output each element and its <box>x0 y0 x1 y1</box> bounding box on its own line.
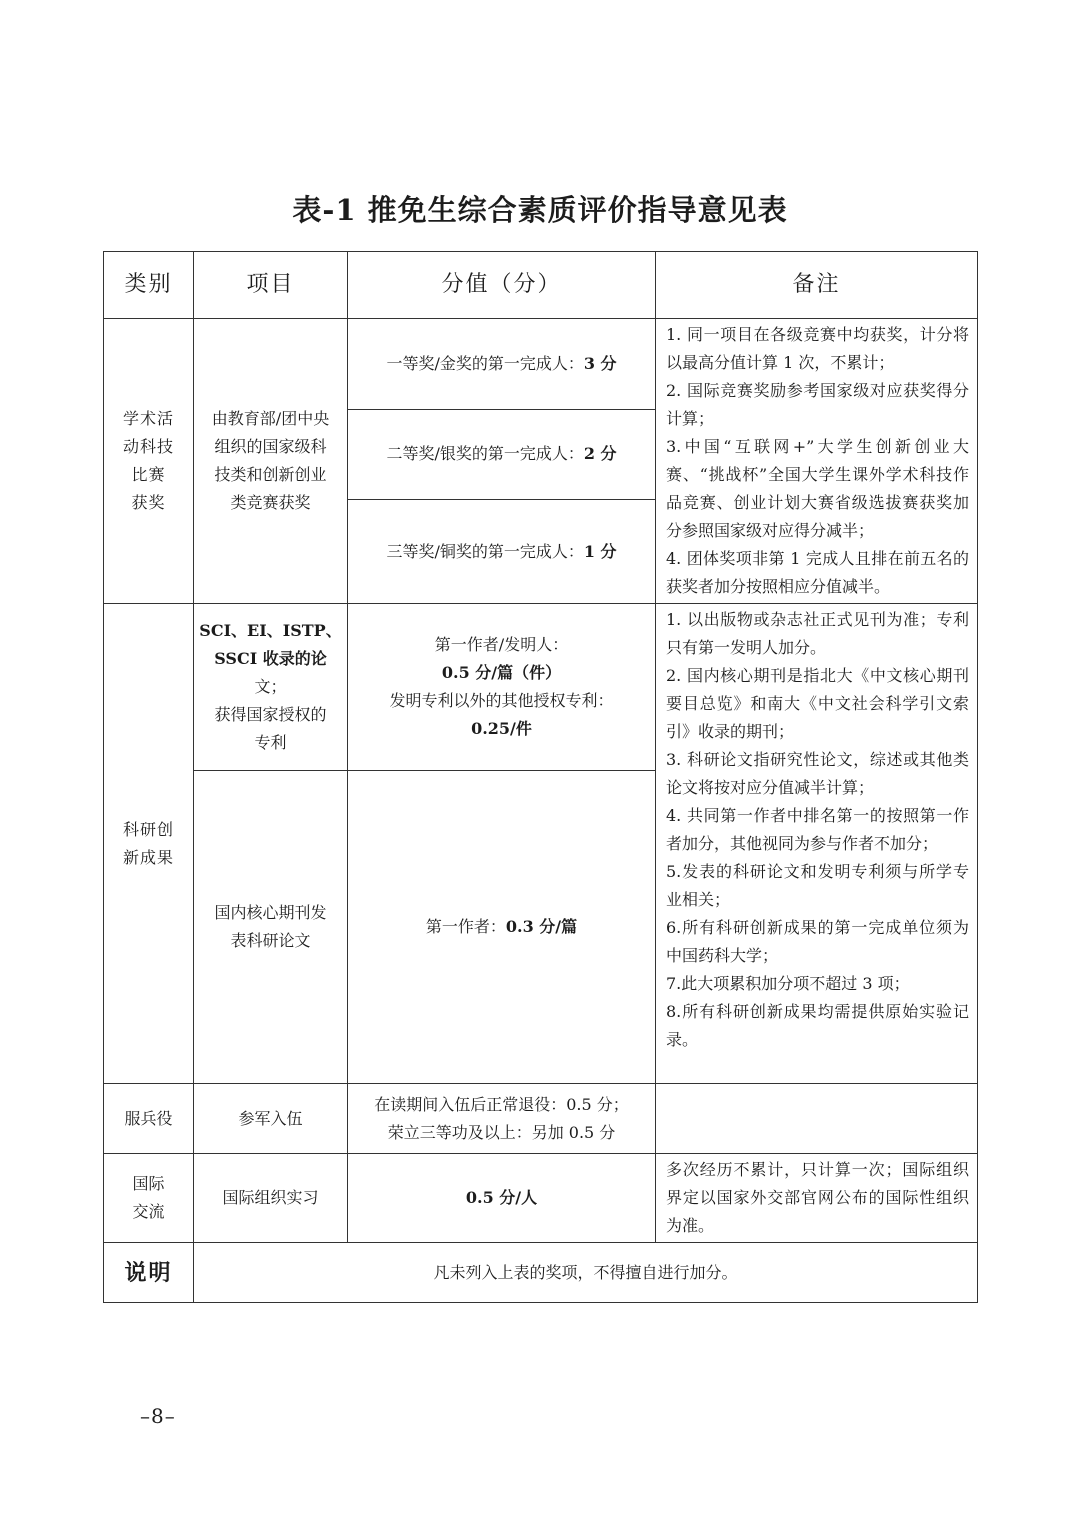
academic-category-line: 比赛 <box>131 465 166 484</box>
header-note: 备注 <box>656 252 978 319</box>
paper-score <box>348 604 656 771</box>
core-item-line: 表科研论文 <box>230 931 311 950</box>
explanation-text: 凡未列入上表的奖项，不得擅自进行加分。 <box>194 1243 978 1303</box>
paper-item-line-bold: SSCI 收录的论 <box>214 649 327 668</box>
academic-item-line: 类竞赛获奖 <box>230 493 311 512</box>
intl-score-value: 0.5 分/人 <box>465 1188 538 1207</box>
academic-note: 3.中国“互联网+”大学生创新创业大赛、“挑战杯”全国大学生课外学术科技作品竞赛、创业计划大赛省级选拔赛获奖加分参照国家级对应得分减半； <box>666 437 969 540</box>
header-row <box>104 252 978 319</box>
academic-category-line: 动科技 <box>122 437 174 456</box>
academic-item <box>194 319 348 604</box>
academic-category-line: 学术活 <box>122 409 174 428</box>
header-score: 分值（分） <box>348 252 656 319</box>
military-row <box>104 1084 978 1154</box>
paper-item-line: SCI、EI、ISTP、 <box>199 621 342 640</box>
first-prize-label: 一等奖/金奖的第一完成人： <box>386 353 584 373</box>
intl-category <box>104 1154 194 1243</box>
research-category <box>104 604 194 1084</box>
research-row-papers <box>104 604 978 771</box>
research-category-line: 新成果 <box>122 847 174 867</box>
research-note: 5.发表的科研论文和发明专利须与所学专业相关； <box>666 862 969 909</box>
military-item: 参军入伍 <box>194 1084 348 1154</box>
intl-row <box>104 1154 978 1243</box>
research-note: 6.所有科研创新成果的第一完成单位须为中国药科大学； <box>666 918 969 965</box>
core-score-value: 0.3 分/篇 <box>505 917 578 936</box>
academic-notes <box>656 319 978 604</box>
academic-item-line: 由教育部/团中央 <box>211 409 330 428</box>
research-note: 4. 共同第一作者中排名第一的按照第一作者加分，其他视同为参与作者不加分； <box>666 806 969 853</box>
evaluation-table <box>103 251 978 1303</box>
academic-item-line: 技类和创新创业 <box>214 465 327 484</box>
core-score-label: 第一作者： <box>425 917 506 936</box>
paper-score-line: 0.25/件 <box>471 719 532 738</box>
research-notes <box>656 604 978 1084</box>
explanation-row <box>104 1243 978 1303</box>
third-prize-label: 三等奖/铜奖的第一完成人： <box>386 541 584 561</box>
research-note: 7.此大项累积加分项不超过 3 项； <box>666 974 910 993</box>
second-prize-score <box>348 409 656 500</box>
core-item-line: 国内核心期刊发 <box>214 903 327 922</box>
second-prize-label: 二等奖/银奖的第一完成人： <box>386 444 584 464</box>
core-journal-score <box>348 771 656 1084</box>
page-number: –8– <box>140 1404 176 1428</box>
academic-category-line: 获奖 <box>131 493 166 512</box>
paper-item-line: 文； <box>254 677 287 696</box>
paper-item-line: 专利 <box>254 733 287 752</box>
academic-note: 1. 同一项目在各级竞赛中均获奖，计分将以最高分值计算 1 次，不累计； <box>666 325 969 372</box>
header-item: 项目 <box>194 252 348 319</box>
paper-score-line: 第一作者/发明人： <box>434 635 569 654</box>
explanation-label: 说明 <box>104 1243 194 1303</box>
paper-score-line: 发明专利以外的其他授权专利： <box>389 691 614 710</box>
academic-item-line: 组织的国家级科 <box>214 437 327 456</box>
paper-item-line <box>194 645 347 673</box>
header-category: 类别 <box>104 252 194 319</box>
first-prize-value: 3 分 <box>583 353 617 373</box>
paper-item <box>194 604 348 771</box>
academic-note: 2. 国际竞赛奖励参考国家级对应获奖得分计算； <box>666 381 969 428</box>
intl-item: 国际组织实习 <box>194 1154 348 1243</box>
research-note: 8.所有科研创新成果均需提供原始实验记录。 <box>666 1002 969 1049</box>
intl-category-line: 交流 <box>132 1202 165 1221</box>
research-category-line: 科研创 <box>122 819 174 839</box>
paper-item-line: 获得国家授权的 <box>214 705 327 724</box>
intl-score <box>348 1154 656 1243</box>
table-title: 表-1 推免生综合素质评价指导意见表 <box>292 193 788 227</box>
intl-note: 多次经历不累计，只计算一次；国际组织界定以国家外交部官网公布的国际性组织为准。 <box>656 1154 978 1243</box>
third-prize-score <box>348 500 656 604</box>
academic-category <box>104 319 194 604</box>
military-score-line: 在读期间入伍后正常退役：0.5 分； <box>374 1094 629 1114</box>
military-category: 服兵役 <box>104 1084 194 1154</box>
military-note <box>656 1084 978 1154</box>
research-note: 3. 科研论文指研究性论文，综述或其他类论文将按对应分值减半计算； <box>666 750 969 797</box>
military-score <box>348 1084 656 1154</box>
research-note: 1. 以出版物或杂志社正式见刊为准；专利只有第一发明人加分。 <box>666 610 969 657</box>
academic-note: 4. 团体奖项非第 1 完成人且排在前五名的获奖者加分按照相应分值减半。 <box>666 549 969 596</box>
third-prize-value: 1 分 <box>583 541 617 561</box>
first-prize-score <box>348 319 656 410</box>
academic-row-first <box>104 319 978 410</box>
paper-score-line: 0.5 分/篇（件） <box>441 663 562 682</box>
second-prize-value: 2 分 <box>583 444 617 464</box>
intl-category-line: 国际 <box>132 1174 165 1193</box>
core-journal-item <box>194 771 348 1084</box>
military-score-line: 荣立三等功及以上：另加 0.5 分 <box>387 1122 616 1142</box>
research-note: 2. 国内核心期刊是指北大《中文核心期刊要目总览》和南大《中文社会科学引文索引》收录的期刊； <box>666 666 969 741</box>
